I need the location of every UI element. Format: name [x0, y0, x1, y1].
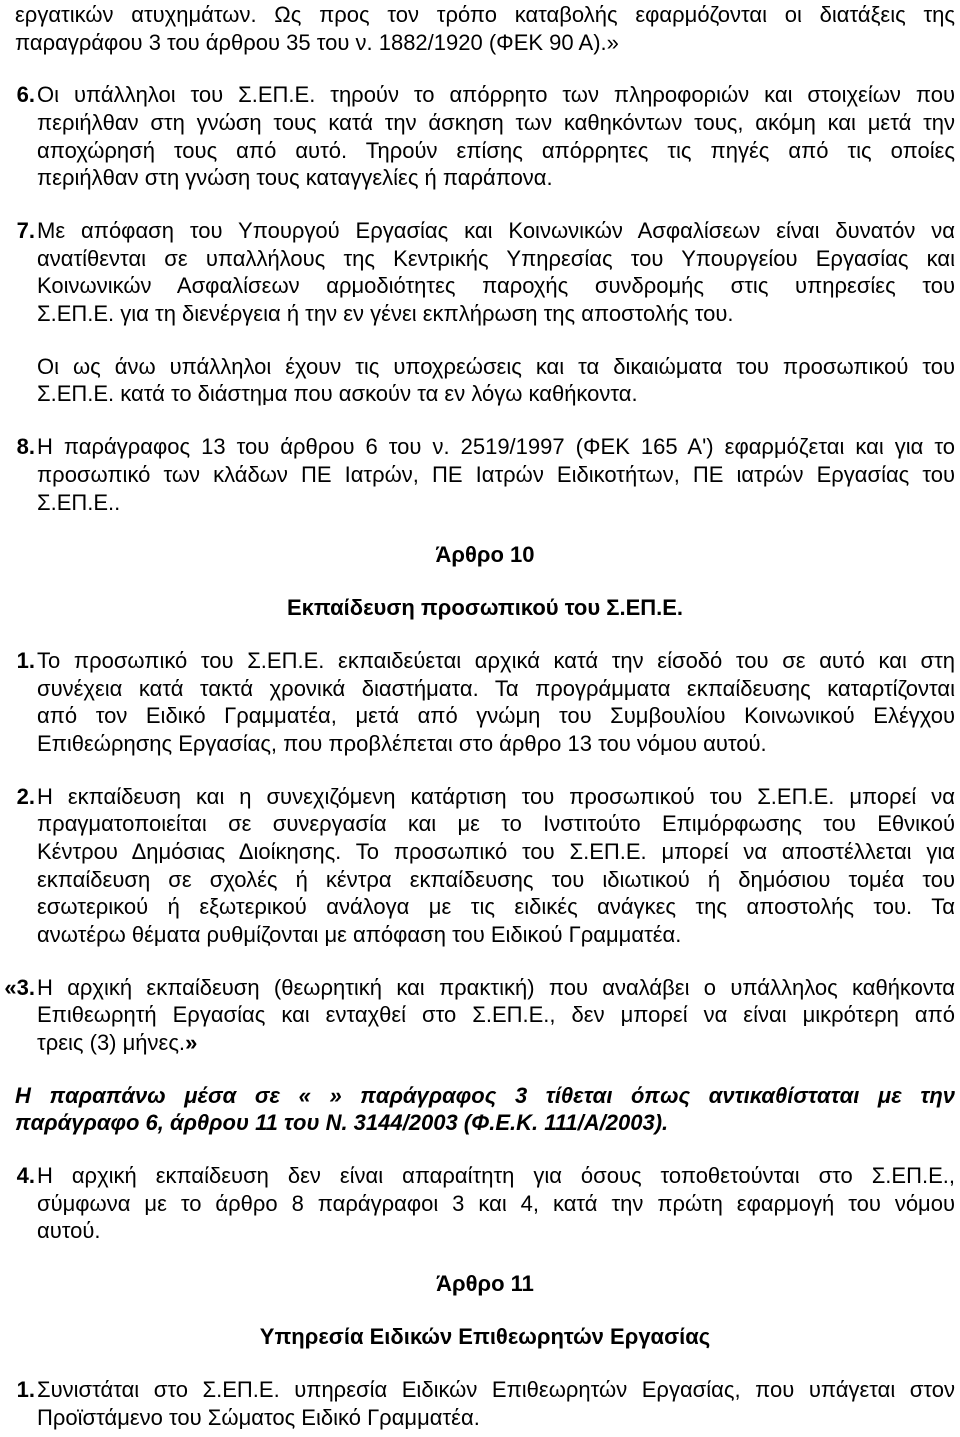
- paragraph-line: Κέντρου Δημόσιας Διοίκησης. Το προσωπικό του Σ.ΕΠ.Ε. μπορεί να αποστέλλεται για: [37, 839, 955, 865]
- paragraph-line: εργατικών ατυχημάτων. Ως προς τον τρόπο καταβολής εφαρμόζονται οι διατάξεις της: [15, 2, 955, 27]
- article-heading: [15, 541, 955, 569]
- paragraph-number: 1.: [16, 648, 35, 674]
- paragraph-1: [15, 647, 955, 757]
- paragraph-line: Σ.ΕΠ.Ε. κατά το διάστημα που ασκούν τα εν λόγω καθήκοντα.: [37, 381, 638, 407]
- paragraph-number: 7.: [16, 218, 35, 244]
- paragraph-line: Κοινωνικών Ασφαλίσεων αρμοδιότητες παροχής συνδρομής στις υπηρεσίες του: [37, 273, 955, 299]
- paragraph-line: περιήλθαν στη γνώση τους καταγγελίες ή παράπονα.: [37, 165, 553, 191]
- paragraph-6: [15, 81, 955, 191]
- paragraph-8: [15, 433, 955, 516]
- line-text: τρεις (3) μήνες.: [37, 1029, 186, 1055]
- paragraph-number: 2.: [16, 783, 35, 809]
- paragraph-number: 1.: [16, 1377, 35, 1403]
- paragraph-line: [37, 1029, 955, 1057]
- article-title: [15, 1323, 955, 1351]
- paragraph-7: [15, 217, 955, 327]
- paragraph-line: πραγματοποιείται σε συνεργασία και με το Ινστιτούτο Επιμόρφωσης του Εθνικού: [37, 811, 955, 837]
- paragraph-line: ανατίθενται σε υπαλλήλους της Κεντρικής Υπηρεσίας του Υπουργείου Εργασίας και: [37, 245, 955, 271]
- paragraph-line: Προϊστάμενο του Σώματος Ειδικό Γραμματέα.: [37, 1404, 480, 1430]
- paragraph-line: Η αρχική εκπαίδευση (θεωρητική και πρακτική) που αναλάβει ο υπάλληλος καθήκοντα: [37, 974, 955, 1000]
- paragraph-line: αποχώρησή τους από αυτό. Τηρούν επίσης απόρρητες τις πηγές από τις οποίες: [37, 137, 955, 163]
- paragraph-line: εκπαίδευση σε σχολές ή κέντρα εκπαίδευσης του ιδιωτικού ή δημόσιου τομέα του: [37, 866, 955, 892]
- article-title-text: Εκπαίδευση προσωπικού του Σ.ΕΠ.Ε.: [286, 595, 684, 621]
- paragraph-line: ανωτέρω θέματα ρυθμίζονται με απόφαση του Ειδικού Γραμματέα.: [37, 921, 682, 947]
- paragraph-line: Η εκπαίδευση και η συνεχιζόμενη κατάρτιση του προσωπικού του Σ.ΕΠ.Ε. μπορεί να: [37, 783, 955, 809]
- paragraph-line: Σ.ΕΠ.Ε..: [37, 489, 121, 515]
- paragraph-line: Σ.ΕΠ.Ε. για τη διενέργεια ή την εν γένει εκπλήρωση της αποστολής του.: [37, 300, 734, 326]
- paragraph-line: Επιθεωρητή Εργασίας και ενταχθεί στο Σ.ΕΠ.Ε., δεν μπορεί να είναι μικρότερη από: [37, 1002, 955, 1028]
- paragraph-number: 8.: [16, 434, 35, 460]
- paragraph-line: Με απόφαση του Υπουργού Εργασίας και Κοινωνικών Ασφαλίσεων είναι δυνατόν να: [37, 218, 955, 244]
- paragraph-4: [15, 1162, 955, 1245]
- paragraph-line: αυτού.: [37, 1218, 101, 1244]
- article-heading: [15, 1270, 955, 1298]
- paragraph-line: Η αρχική εκπαίδευση δεν είναι απαραίτητη για όσους τοποθετούνται στο Σ.ΕΠ.Ε.,: [37, 1163, 955, 1189]
- paragraph-line: Η παράγραφος 13 του άρθρου 6 του ν. 2519/1997 (ΦΕΚ 165 Α') εφαρμόζεται και για το: [37, 434, 955, 460]
- paragraph-line: Το προσωπικό του Σ.ΕΠ.Ε. εκπαιδεύεται αρχικά κατά την είσοδό του σε αυτό και στη: [37, 648, 955, 674]
- paragraph-line: εσωτερικού ή εξωτερικού ανάλογα με τις ειδικές ανάγκες της αποστολής του. Τα: [37, 894, 955, 920]
- paragraph-line: προσωπικό των κλάδων ΠΕ Ιατρών, ΠΕ Ιατρών Ειδικοτήτων, ΠΕ ιατρών Εργασίας του: [37, 461, 955, 487]
- amendment-note: [15, 1082, 955, 1137]
- paragraph-line: συνέχεια κατά τακτά χρονικά διαστήματα. Τα προγράμματα εκπαίδευσης καταρτίζονται: [37, 675, 955, 701]
- paragraph-line: παράγραφο 6, άρθρου 11 του Ν. 3144/2003 (Φ.Ε.Κ. 111/Α/2003).: [15, 1110, 669, 1136]
- paragraph-number: 4.: [16, 1163, 35, 1189]
- paragraph-line: Η παραπάνω μέσα σε « » παράγραφος 3 τίθεται όπως αντικαθίσταται με την: [15, 1082, 955, 1108]
- document-page: [4, 1, 955, 1431]
- article-number: Άρθρο 11: [436, 1271, 534, 1297]
- paragraph-2: [15, 783, 955, 949]
- paragraph-line: περιήλθαν στη γνώση τους κατά την άσκηση των καθηκόντων τους, ακόμη και μετά την: [37, 110, 955, 136]
- article-number: Άρθρο 10: [435, 542, 535, 568]
- paragraph-7-continuation: [15, 353, 955, 408]
- paragraph-line: Οι ως άνω υπάλληλοι έχουν τις υποχρεώσεις και τα δικαιώματα του προσωπικού του: [37, 353, 955, 379]
- paragraph-line: από τον Ειδικό Γραμματέα, μετά από γνώμη του Συμβουλίου Κοινωνικού Ελέγχου: [37, 703, 955, 729]
- paragraph-line: Επιθεώρησης Εργασίας, που προβλέπεται στο άρθρο 13 του νόμου αυτού.: [37, 730, 767, 756]
- paragraph-line: παραγράφου 3 του άρθρου 35 του ν. 1882/1920 (ΦΕΚ 90 Α).»: [15, 29, 619, 55]
- article-title: [15, 594, 955, 622]
- paragraph-line: Συνιστάται στο Σ.ΕΠ.Ε. υπηρεσία Ειδικών Επιθεωρητών Εργασίας, που υπάγεται στον: [37, 1377, 955, 1403]
- paragraph-1: [15, 1376, 955, 1431]
- continued-paragraph: [15, 1, 955, 56]
- paragraph-number: 6.: [16, 82, 35, 108]
- paragraph-line: σύμφωνα με το άρθρο 8 παράγραφοι 3 και 4, κατά την πρώτη εφαρμογή του νόμου: [37, 1190, 955, 1216]
- closing-quote-mark: »: [185, 1029, 198, 1055]
- paragraph-3: [4, 974, 955, 1057]
- paragraph-number: «3.: [4, 974, 35, 1000]
- article-title-text: Υπηρεσία Ειδικών Επιθεωρητών Εργασίας: [259, 1324, 711, 1350]
- paragraph-line: Οι υπάλληλοι του Σ.ΕΠ.Ε. τηρούν το απόρρητο των πληροφοριών και στοιχείων που: [37, 82, 955, 108]
